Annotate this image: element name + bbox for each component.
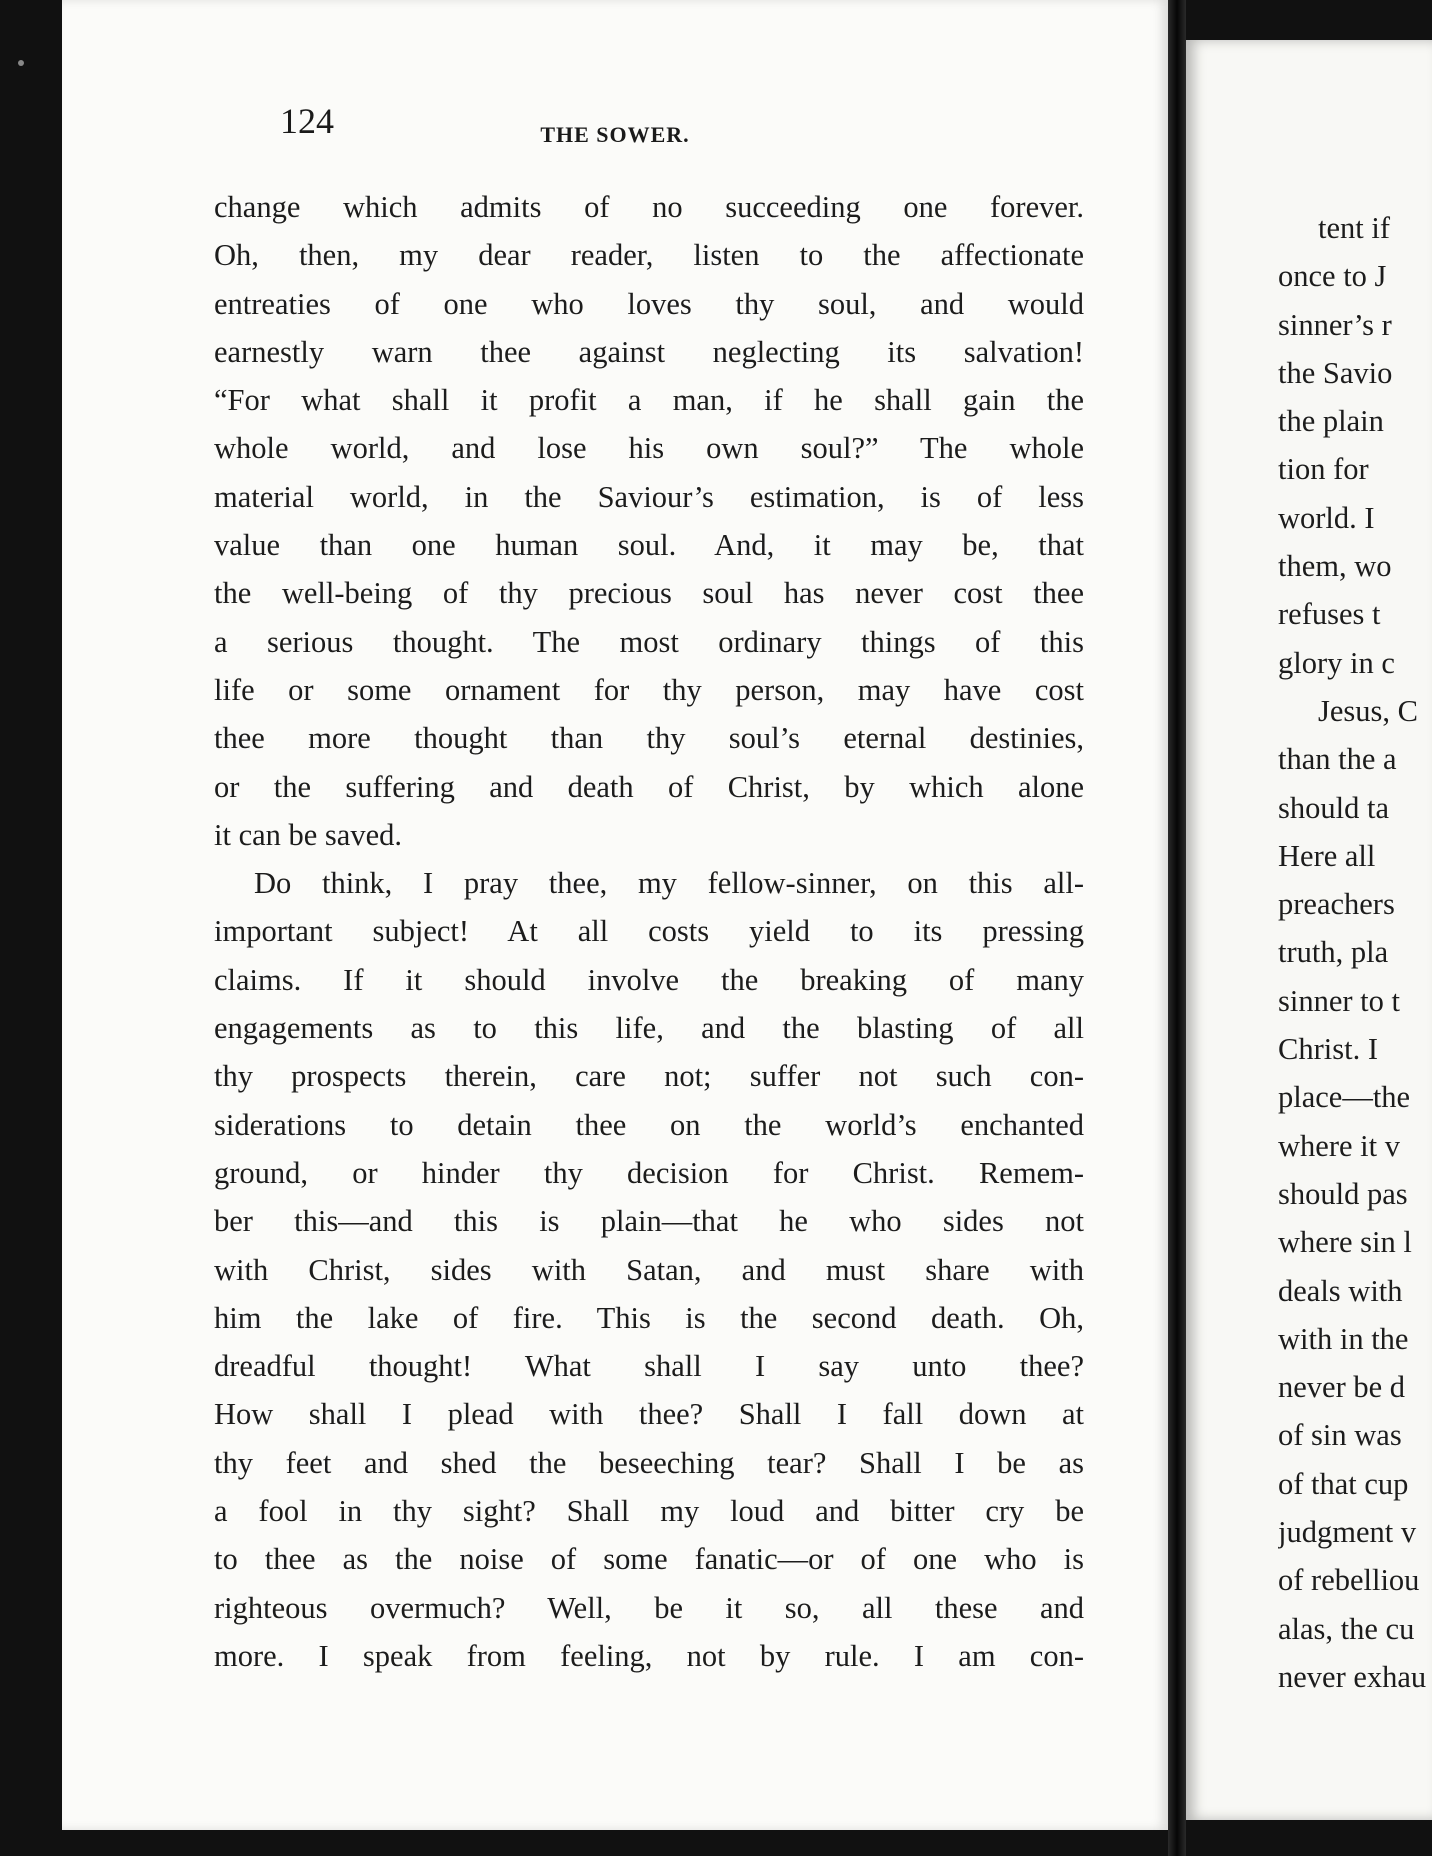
text-line: earnestly warn thee against neglecting its salvation! [214,334,1084,369]
text-line: them, wo [1278,549,1392,584]
text-line: change which admits of no succeeding one forever. [214,190,1084,224]
text-line: value than one human soul. And, it may be, that [214,528,1084,563]
text-line: the well-being of thy precious soul has never cost thee [214,576,1084,611]
text-line: thy feet and shed the beseeching tear? Shall I be as [214,1445,1084,1480]
text-line: than the a [1278,742,1397,777]
text-line: judgment v [1278,1515,1417,1550]
text-line: a fool in thy sight? Shall my loud and bitter cry be [214,1494,1084,1529]
text-line: dreadful thought! What shall I say unto thee? [214,1349,1084,1384]
text-line: Christ. I [1278,1032,1378,1067]
text-line: should ta [1278,790,1389,825]
text-line: the plain [1278,404,1384,439]
text-line: never be d [1278,1370,1406,1405]
text-line: glory in c [1278,645,1395,680]
text-line: tent if [1318,211,1390,245]
text-line: to thee as the noise of some fanatic—or of one who is [214,1542,1084,1577]
text-line: whole world, and lose his own soul?” The whole [214,431,1084,466]
text-line: siderations to detain thee on the world’s enchanted [214,1107,1084,1142]
text-line: Do think, I pray thee, my fellow-sinner, on this all- [254,866,1084,901]
running-head: THE SOWER. [540,122,690,147]
text-line: righteous overmuch? Well, be it so, all these and [214,1590,1084,1625]
text-line: engagements as to this life, and the blasting of all [214,1011,1084,1046]
text-line: with Christ, sides with Satan, and must share with [214,1252,1084,1287]
right-page-body-text [1278,204,1432,1701]
text-line: thee more thought than thy soul’s eternal destinies, [214,721,1084,756]
page-number: 124 [280,101,334,141]
text-line: claims. If it should involve the breaking of many [214,962,1084,997]
text-line: sinner to t [1278,983,1400,1018]
text-line: ground, or hinder thy decision for Christ. Remem- [214,1155,1084,1190]
text-line: important subject! At all costs yield to its pressing [214,914,1084,949]
text-line: it can be saved. [214,817,403,852]
text-line: truth, pla [1278,935,1389,970]
text-line: never exhau [1278,1659,1427,1694]
text-line: with in the [1278,1321,1409,1356]
text-line: of rebelliou [1278,1563,1420,1598]
text-line: once to J [1278,259,1387,294]
text-line: a serious thought. The most ordinary things of this [214,624,1084,659]
text-line: sinner’s r [1278,307,1392,342]
text-line: where sin l [1278,1225,1412,1260]
text-line: Here all [1278,838,1376,873]
text-line: How shall I plead with thee? Shall I fall down at [214,1397,1084,1432]
text-line: more. I speak from feeling, not by rule. I am con- [214,1638,1084,1673]
text-line: Oh, then, my dear reader, listen to the affectionate [214,238,1084,273]
text-line: of sin was [1278,1418,1402,1453]
text-line: alas, the cu [1278,1611,1415,1646]
text-line: the Savio [1278,355,1393,390]
text-line: should pas [1278,1176,1408,1211]
text-line: “For what shall it profit a man, if he shall gain the [214,383,1084,418]
text-line: life or some ornament for thy person, may have cost [214,672,1084,707]
text-line: material world, in the Saviour’s estimation, is of less [214,479,1084,514]
text-line: of that cup [1278,1466,1409,1501]
left-page-body-text [214,183,1084,1680]
text-line: where it v [1278,1128,1400,1163]
text-line: refuses t [1278,597,1381,632]
text-line: him the lake of fire. This is the second death. Oh, [214,1300,1084,1335]
text-line: Jesus, C [1318,693,1418,728]
book-gutter [1168,0,1186,1856]
text-line: deals with [1278,1273,1403,1308]
text-line: preachers [1278,887,1395,922]
text-line: tion for [1278,452,1369,487]
text-line: entreaties of one who loves thy soul, and would [214,286,1084,321]
text-line: or the suffering and death of Christ, by which alone [214,769,1084,804]
text-line: ber this—and this is plain—that he who sides not [214,1204,1084,1239]
text-line: thy prospects therein, care not; suffer not such con- [214,1059,1084,1094]
scan-dust-mark [18,60,24,66]
text-line: place—the [1278,1080,1411,1115]
text-line: world. I [1278,500,1375,535]
